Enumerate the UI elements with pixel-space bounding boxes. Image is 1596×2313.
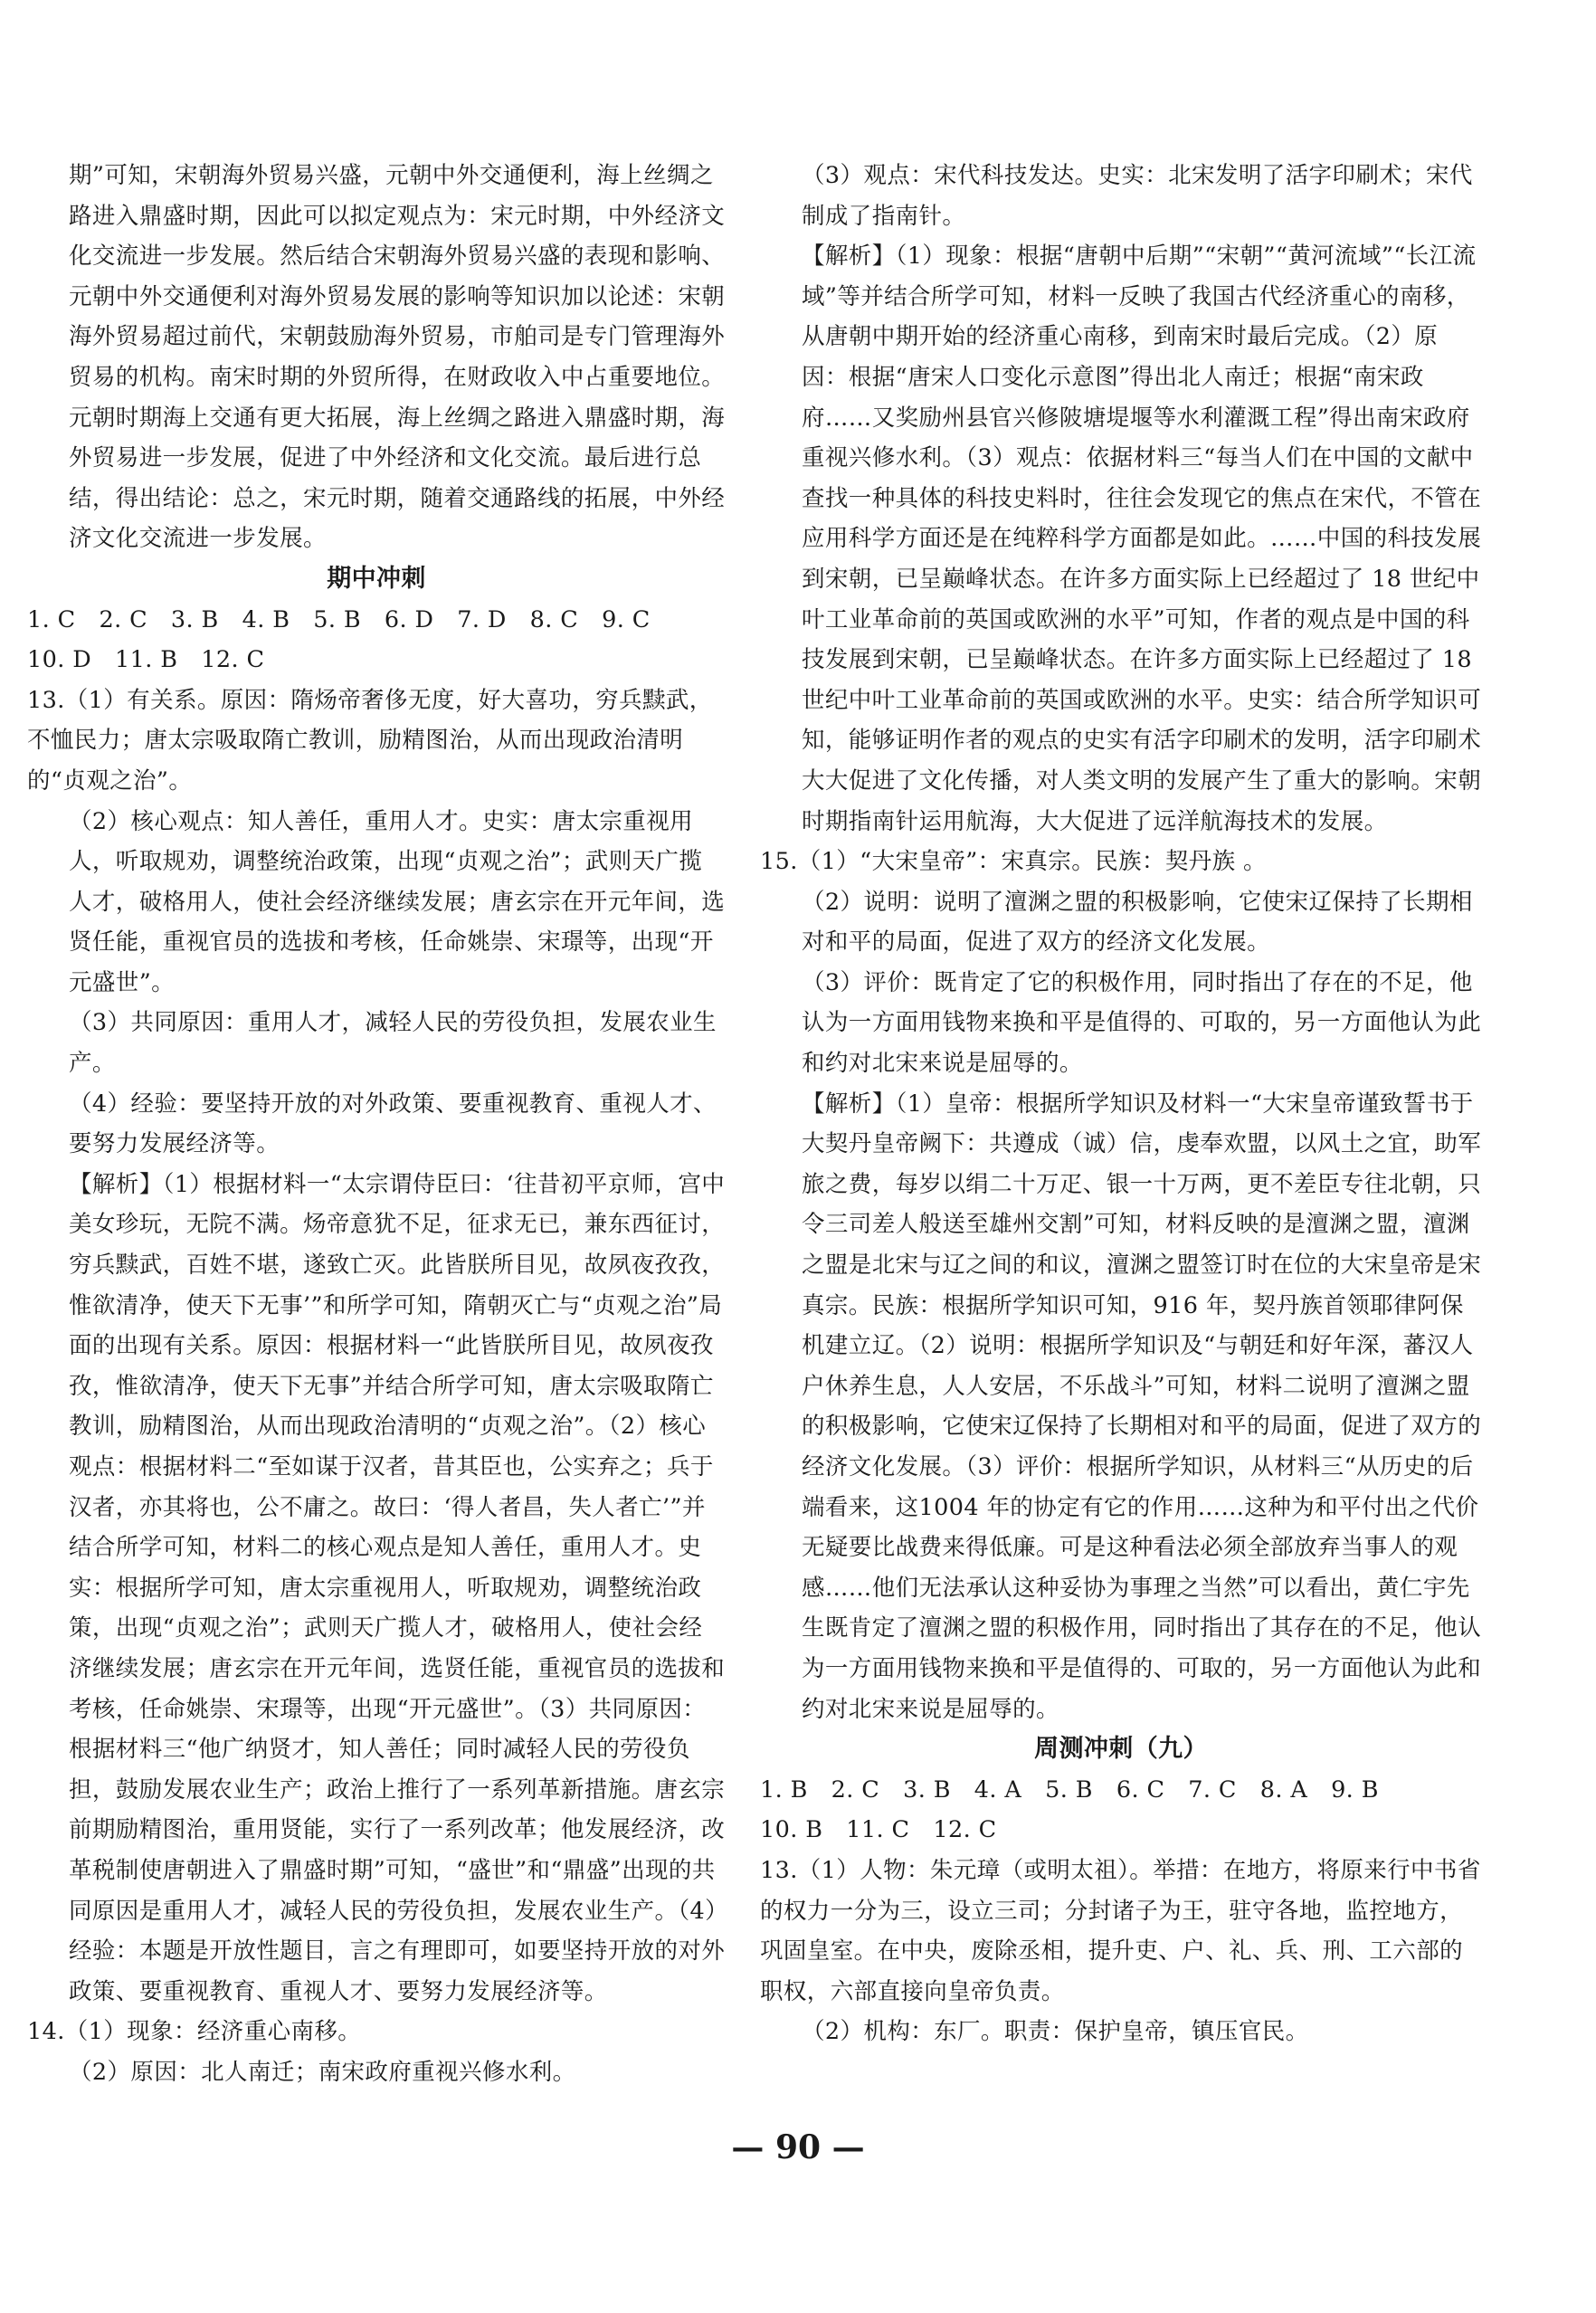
answer-paragraph: （2）核心观点：知人善任，重用人才。史实：唐太宗重视用人，听取规劝，调整统治政策，出现“贞观之治”；武则天广揽人才，破格用人，使社会经济继续发展；唐玄宗在开元年间，选贤任能，重视官员的选拔和考核，任命姚崇、宋璟等，出现“开元盛世”。 <box>69 807 726 996</box>
answer-paragraph: 14.（1）现象：经济重心南移。 <box>27 2018 362 2046</box>
answer-paragraph: （2）机构：东厂。职责：保护皇帝，镇压官民。 <box>802 2018 1309 2046</box>
left-column <box>27 156 726 2093</box>
answer-paragraph: 【解析】（1）现象：根据“唐朝中后期”“宋朝”“黄河流域”“长江流域”等并结合所学可知，材料一反映了我国古代经济重心的南移，从唐朝中期开始的经济重心南移，到南宋时最后完成。（2）原因：根据“唐宋人口变化示意图”得出北人南迁；根据“南宋政府……又奖励州县官兴修陂塘堤堰等水利灌溉工程”得出南宋政府重视兴修水利。（3）观点：依据材料三“每当人们在中国的文献中查找一种具体的科技史料时，往往会发现它的焦点在宋代，不管在应用科学方面还是在纯粹科学方面都是如此。……中国的科技发展到宋朝，已呈巅峰状态。在许多方面实际上已经超过了 18 世纪中叶工业革命前的英国或欧洲的水平”可知，作者的观点是中国的科技发展到宋朝，已呈巅峰状态。在许多方面实际上已经超过了 18 世纪中叶工业革命前的英国或欧洲的水平。史实：结合所学知识可知，能够证明作者的观点的史实有活字印刷术的发明，活字印刷术大大促进了文化传播，对人类文明的发展产生了重大的影响。宋朝时期指南针运用航海，大大促进了远洋航海技术的发展。 <box>802 243 1482 835</box>
answer-paragraph: （3）共同原因：重用人才，减轻人民的劳役负担，发展农业生产。 <box>69 1009 717 1078</box>
answer-paragraph: 1. C 2. C 3. B 4. B 5. B 6. D 7. D 8. C 9. C <box>27 605 651 633</box>
answer-paragraph: （3）评价：既肯定了它的积极作用，同时指出了存在的不足，他认为一方面用钱物来换和平是值得的、可取的，另一方面他认为此和约对北宋来说是屈辱的。 <box>802 968 1482 1078</box>
answer-paragraph: 13.（1）人物：朱元璋（或明太祖）。举措：在地方，将原来行中书省的权力一分为三，设立三司；分封诸子为王，驻守各地，监控地方，巩固皇室。在中央，废除丞相，提升吏、户、礼、兵、刑、工六部的职权，六部直接向皇帝负责。 <box>760 1856 1481 2005</box>
answer-paragraph: （4）经验：要坚持开放的对外政策、要重视教育、重视人才、要努力发展经济等。 <box>69 1090 717 1158</box>
answer-paragraph: 13.（1）有关系。原因：隋炀帝奢侈无度，好大喜功，穷兵黩武，不恤民力；唐太宗吸取隋亡教训，励精图治，从而出现政治清明的“贞观之治”。 <box>27 686 713 795</box>
right-column <box>760 156 1482 2052</box>
section-heading: 期中冲刺 <box>327 564 426 593</box>
answer-paragraph: （2）说明：说明了澶渊之盟的积极影响，它使宋辽保持了长期相对和平的局面，促进了双方的经济文化发展。 <box>802 888 1473 957</box>
answer-paragraph: 期”可知，宋朝海外贸易兴盛，元朝中外交通便利，海上丝绸之路进入鼎盛时期，因此可以拟定观点为：宋元时期，中外经济文化交流进一步发展。然后结合宋朝海外贸易兴盛的表现和影响、元朝中外交通便利对海外贸易发展的影响等知识加以论述：宋朝海外贸易超过前代，宋朝鼓励海外贸易，市舶司是专门管理海外贸易的机构。南宋时期的外贸所得，在财政收入中占重要地位。元朝时期海上交通有更大拓展，海上丝绸之路进入鼎盛时期，海外贸易进一步发展，促进了中外经济和文化交流。最后进行总结，得出结论：总之，宋元时期，随着交通路线的拓展，中外经济文化交流进一步发展。 <box>69 162 726 553</box>
answer-paragraph: （3）观点：宋代科技发达。史实：北宋发明了活字印刷术；宋代制成了指南针。 <box>802 162 1473 230</box>
page-number: — 90 — <box>731 2128 865 2166</box>
answer-paragraph: 10. B 11. C 12. C <box>760 1816 997 1844</box>
answer-paragraph: （2）原因：北人南迁；南宋政府重视兴修水利。 <box>69 2058 576 2086</box>
answer-paragraph: 10. D 11. B 12. C <box>27 646 265 674</box>
answer-paragraph: 15.（1）“大宋皇帝”：宋真宗。民族：契丹族 。 <box>760 848 1267 876</box>
answer-paragraph: 1. B 2. C 3. B 4. A 5. B 6. C 7. C 8. A 9. B <box>760 1775 1379 1804</box>
section-heading: 周测冲刺（九） <box>1034 1735 1208 1764</box>
answer-paragraph: 【解析】（1）皇帝：根据所学知识及材料一“大宋皇帝谨致誓书于大契丹皇帝阙下：共遵成（诚）信，虔奉欢盟，以风土之宜，助军旅之费，每岁以绢二十万疋、银一十万两，更不差臣专往北朝，只令三司差人般送至雄州交割”可知，材料反映的是澶渊之盟，澶渊之盟是北宋与辽之间的和议，澶渊之盟签订时在位的大宋皇帝是宋真宗。民族：根据所学知识可知，916 年，契丹族首领耶律阿保机建立辽。（2）说明：根据所学知识及“与朝廷和好年深，蕃汉人户休养生息，人人安居，不乐战斗”可知，材料二说明了澶渊之盟的积极影响，它使宋辽保持了长期相对和平的局面，促进了双方的经济文化发展。（3）评价：根据所学知识，从材料三“从历史的后端看来，这1004 年的协定有它的作用……这种为和平付出之代价无疑要比战费来得低廉。可是这种看法必须全部放弃当事人的观感……他们无法承认这种妥协为事理之当然”可以看出，黄仁宇先生既肯定了澶渊之盟的积极作用，同时指出了其存在的不足，他认为一方面用钱物来换和平是值得的、可取的，另一方面他认为此和约对北宋来说是屈辱的。 <box>802 1090 1482 1723</box>
answer-paragraph: 【解析】（1）根据材料一“太宗谓侍臣曰：‘往昔初平京师，宫中美女珍玩，无院不满。炀帝意犹不足，征求无已，兼东西征讨，穷兵黩武，百姓不堪，遂致亡灭。此皆朕所目见，故夙夜孜孜，惟欲清净，使天下无事’”和所学可知，隋朝灭亡与“贞观之治”局面的出现有关系。原因：根据材料一“此皆朕所目见，故夙夜孜孜，惟欲清净，使天下无事”并结合所学可知，唐太宗吸取隋亡教训，励精图治，从而出现政治清明的“贞观之治”。（2）核心观点：根据材料二“至如谋于汉者，昔其臣也，公实弃之；兵于汉者，亦其将也，公不庸之。故曰：‘得人者昌，失人者亡’”并结合所学可知，材料二的核心观点是知人善任，重用人才。史实：根据所学可知，唐太宗重视用人，听取规劝，调整统治政策，出现“贞观之治”；武则天广揽人才，破格用人，使社会经济继续发展；唐玄宗在开元年间，选贤任能，重视官员的选拔和考核，任命姚崇、宋璟等，出现“开元盛世”。（3）共同原因：根据材料三“他广纳贤才，知人善任；同时减轻人民的劳役负担，鼓励发展农业生产；政治上推行了一系列革新措施。唐玄宗前期励精图治，重用贤能，实行了一系列改革；他发展经济，改革税制使唐朝进入了鼎盛时期”可知，“盛世”和“鼎盛”出现的共同原因是重用人才，减轻人民的劳役负担，发展农业生产。（4）经验：本题是开放性题目，言之有理即可，如要坚持开放的对外政策、要重视教育、重视人才、要努力发展经济等。 <box>69 1170 726 2005</box>
